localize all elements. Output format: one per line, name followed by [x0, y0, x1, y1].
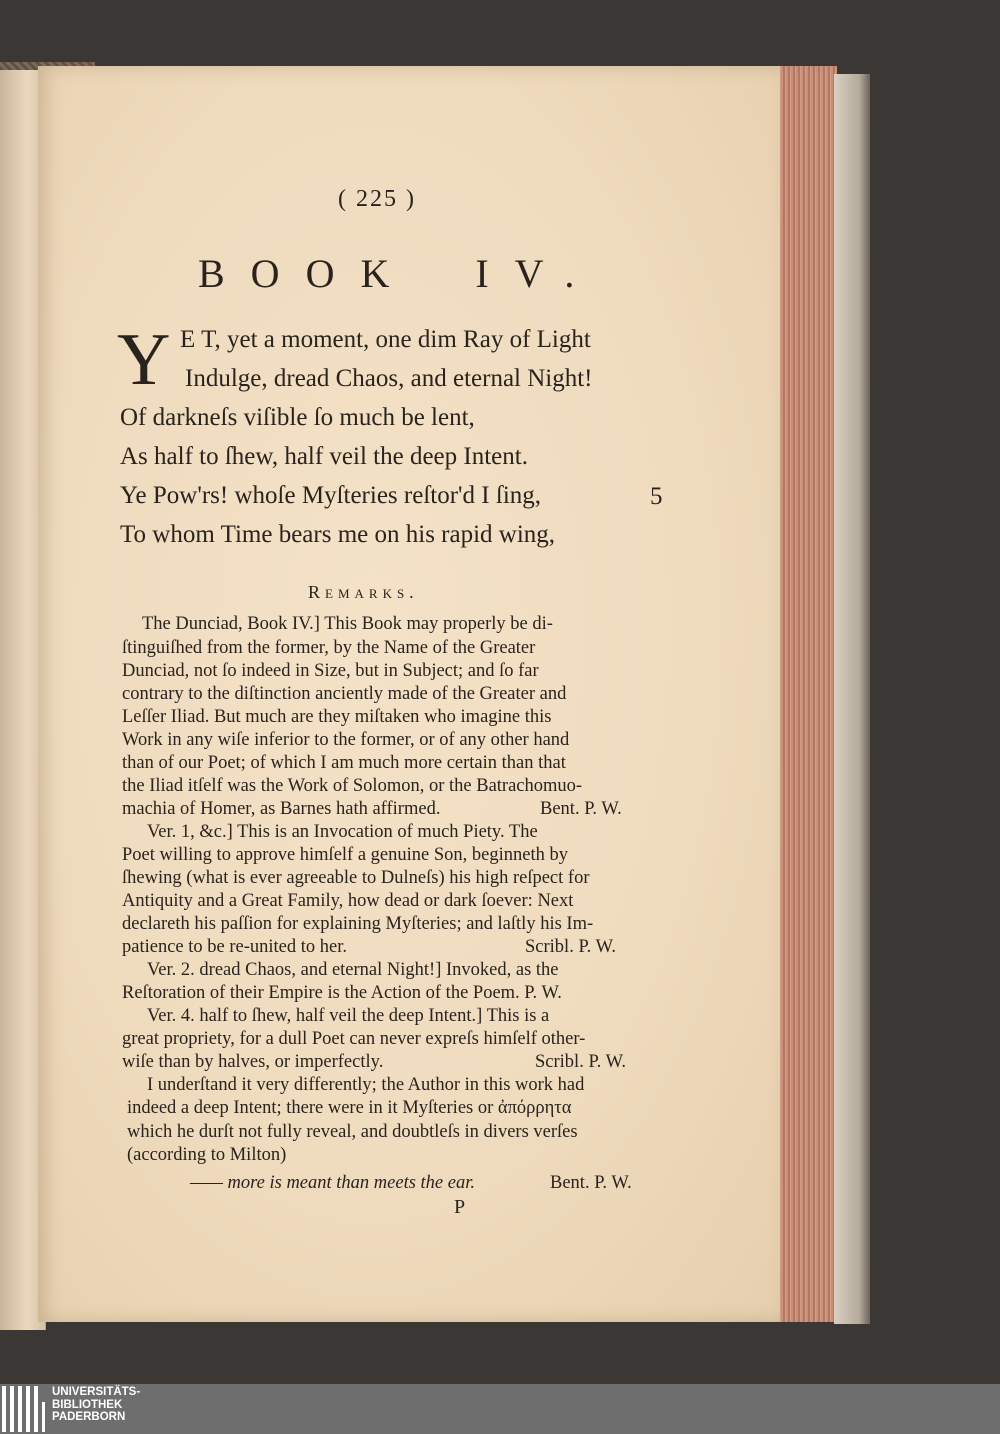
- library-line: PADERBORN: [52, 1411, 126, 1423]
- signature: Bent. P. W.: [540, 799, 622, 819]
- remarks-heading: Remarks.: [308, 582, 419, 602]
- book-heading: BOOK IV.: [198, 251, 601, 296]
- note-line: Ver. 4. half to ſhew, half veil the deep Intent.] This is a: [147, 1006, 550, 1026]
- verse-line: As half to ſhew, half veil the deep Intent.: [120, 443, 528, 470]
- catchword: P: [454, 1196, 466, 1218]
- note-line: Work in any wiſe inferior to the former, or of any other hand: [122, 730, 570, 750]
- signature: Scribl. P. W.: [525, 937, 616, 957]
- verse-line: E T, yet a moment, one dim Ray of Light: [180, 326, 591, 353]
- verse-line: Ye Pow'rs! whoſe Myſteries reſtor'd I ſing,: [120, 482, 542, 509]
- cover-board: [834, 74, 870, 1324]
- note-line: ſhewing (what is ever agreeable to Dulneſs) his high reſpect for: [122, 868, 590, 888]
- note-line: I underſtand it very differently; the Author in this work had: [147, 1075, 585, 1095]
- note-line: Dunciad, not ſo indeed in Size, but in Subject; and ſo far: [122, 661, 539, 681]
- note-line: declareth his paſſion for explaining Myſteries; and laſtly his Im-: [122, 914, 594, 934]
- signature: Scribl. P. W.: [535, 1052, 626, 1072]
- page-number: ( 225 ): [338, 186, 416, 212]
- note-line: Antiquity and a Great Family, how dead or dark ſoever: Next: [122, 891, 574, 911]
- note-line: ſtinguiſhed from the former, by the Name of the Greater: [122, 638, 536, 658]
- milton-quote: —— more is meant than meets the ear.: [190, 1173, 476, 1193]
- library-logo-icon: [0, 1386, 46, 1432]
- note-line: patience to be re-united to her.: [122, 937, 347, 957]
- line-number: 5: [650, 483, 663, 510]
- note-line: Poet willing to approve himſelf a genuine Son, beginneth by: [122, 845, 568, 865]
- library-line: UNIVERSITÄTS-: [52, 1386, 141, 1398]
- note-line: indeed a deep Intent; there were in it Myſteries or ἀπόρρητα: [127, 1098, 572, 1118]
- note-line: (according to Milton): [127, 1145, 287, 1165]
- note-line: machia of Homer, as Barnes hath affirmed.: [122, 799, 441, 819]
- note-line: which he durſt not fully reveal, and doubtleſs in divers verſes: [127, 1122, 578, 1142]
- note-line: Reſtoration of their Empire is the Action of the Poem. P. W.: [122, 983, 562, 1003]
- library-banner: [0, 1384, 1000, 1434]
- note-line: great propriety, for a dull Poet can never expreſs himſelf other-: [122, 1029, 586, 1049]
- note-line: the Iliad itſelf was the Work of Solomon, or the Batrachomuo-: [122, 776, 583, 796]
- signature: Bent. P. W.: [550, 1173, 632, 1193]
- page-block-edges: [770, 66, 837, 1322]
- drop-cap: Y: [117, 319, 171, 401]
- note-line: The Dunciad, Book IV.] This Book may properly be di-: [142, 614, 553, 634]
- library-name: [52, 1386, 140, 1424]
- note-line: wiſe than by halves, or imperfectly.: [122, 1052, 384, 1072]
- note-line: Leſſer Iliad. But much are they miſtaken who imagine this: [122, 707, 552, 727]
- note-line: Ver. 2. dread Chaos, and eternal Night!] Invoked, as the: [147, 960, 559, 980]
- verse-line: To whom Time bears me on his rapid wing,: [120, 521, 556, 548]
- note-line: than of our Poet; of which I am much more certain than that: [122, 753, 566, 773]
- note-line: contrary to the diſtinction anciently made of the Greater and: [122, 684, 567, 704]
- note-line: Ver. 1, &c.] This is an Invocation of much Piety. The: [147, 822, 538, 842]
- verse-line: Indulge, dread Chaos, and eternal Night!: [185, 365, 593, 392]
- verse-line: Of darkneſs viſible ſo much be lent,: [120, 404, 475, 431]
- library-line: BIBLIOTHEK: [52, 1398, 123, 1411]
